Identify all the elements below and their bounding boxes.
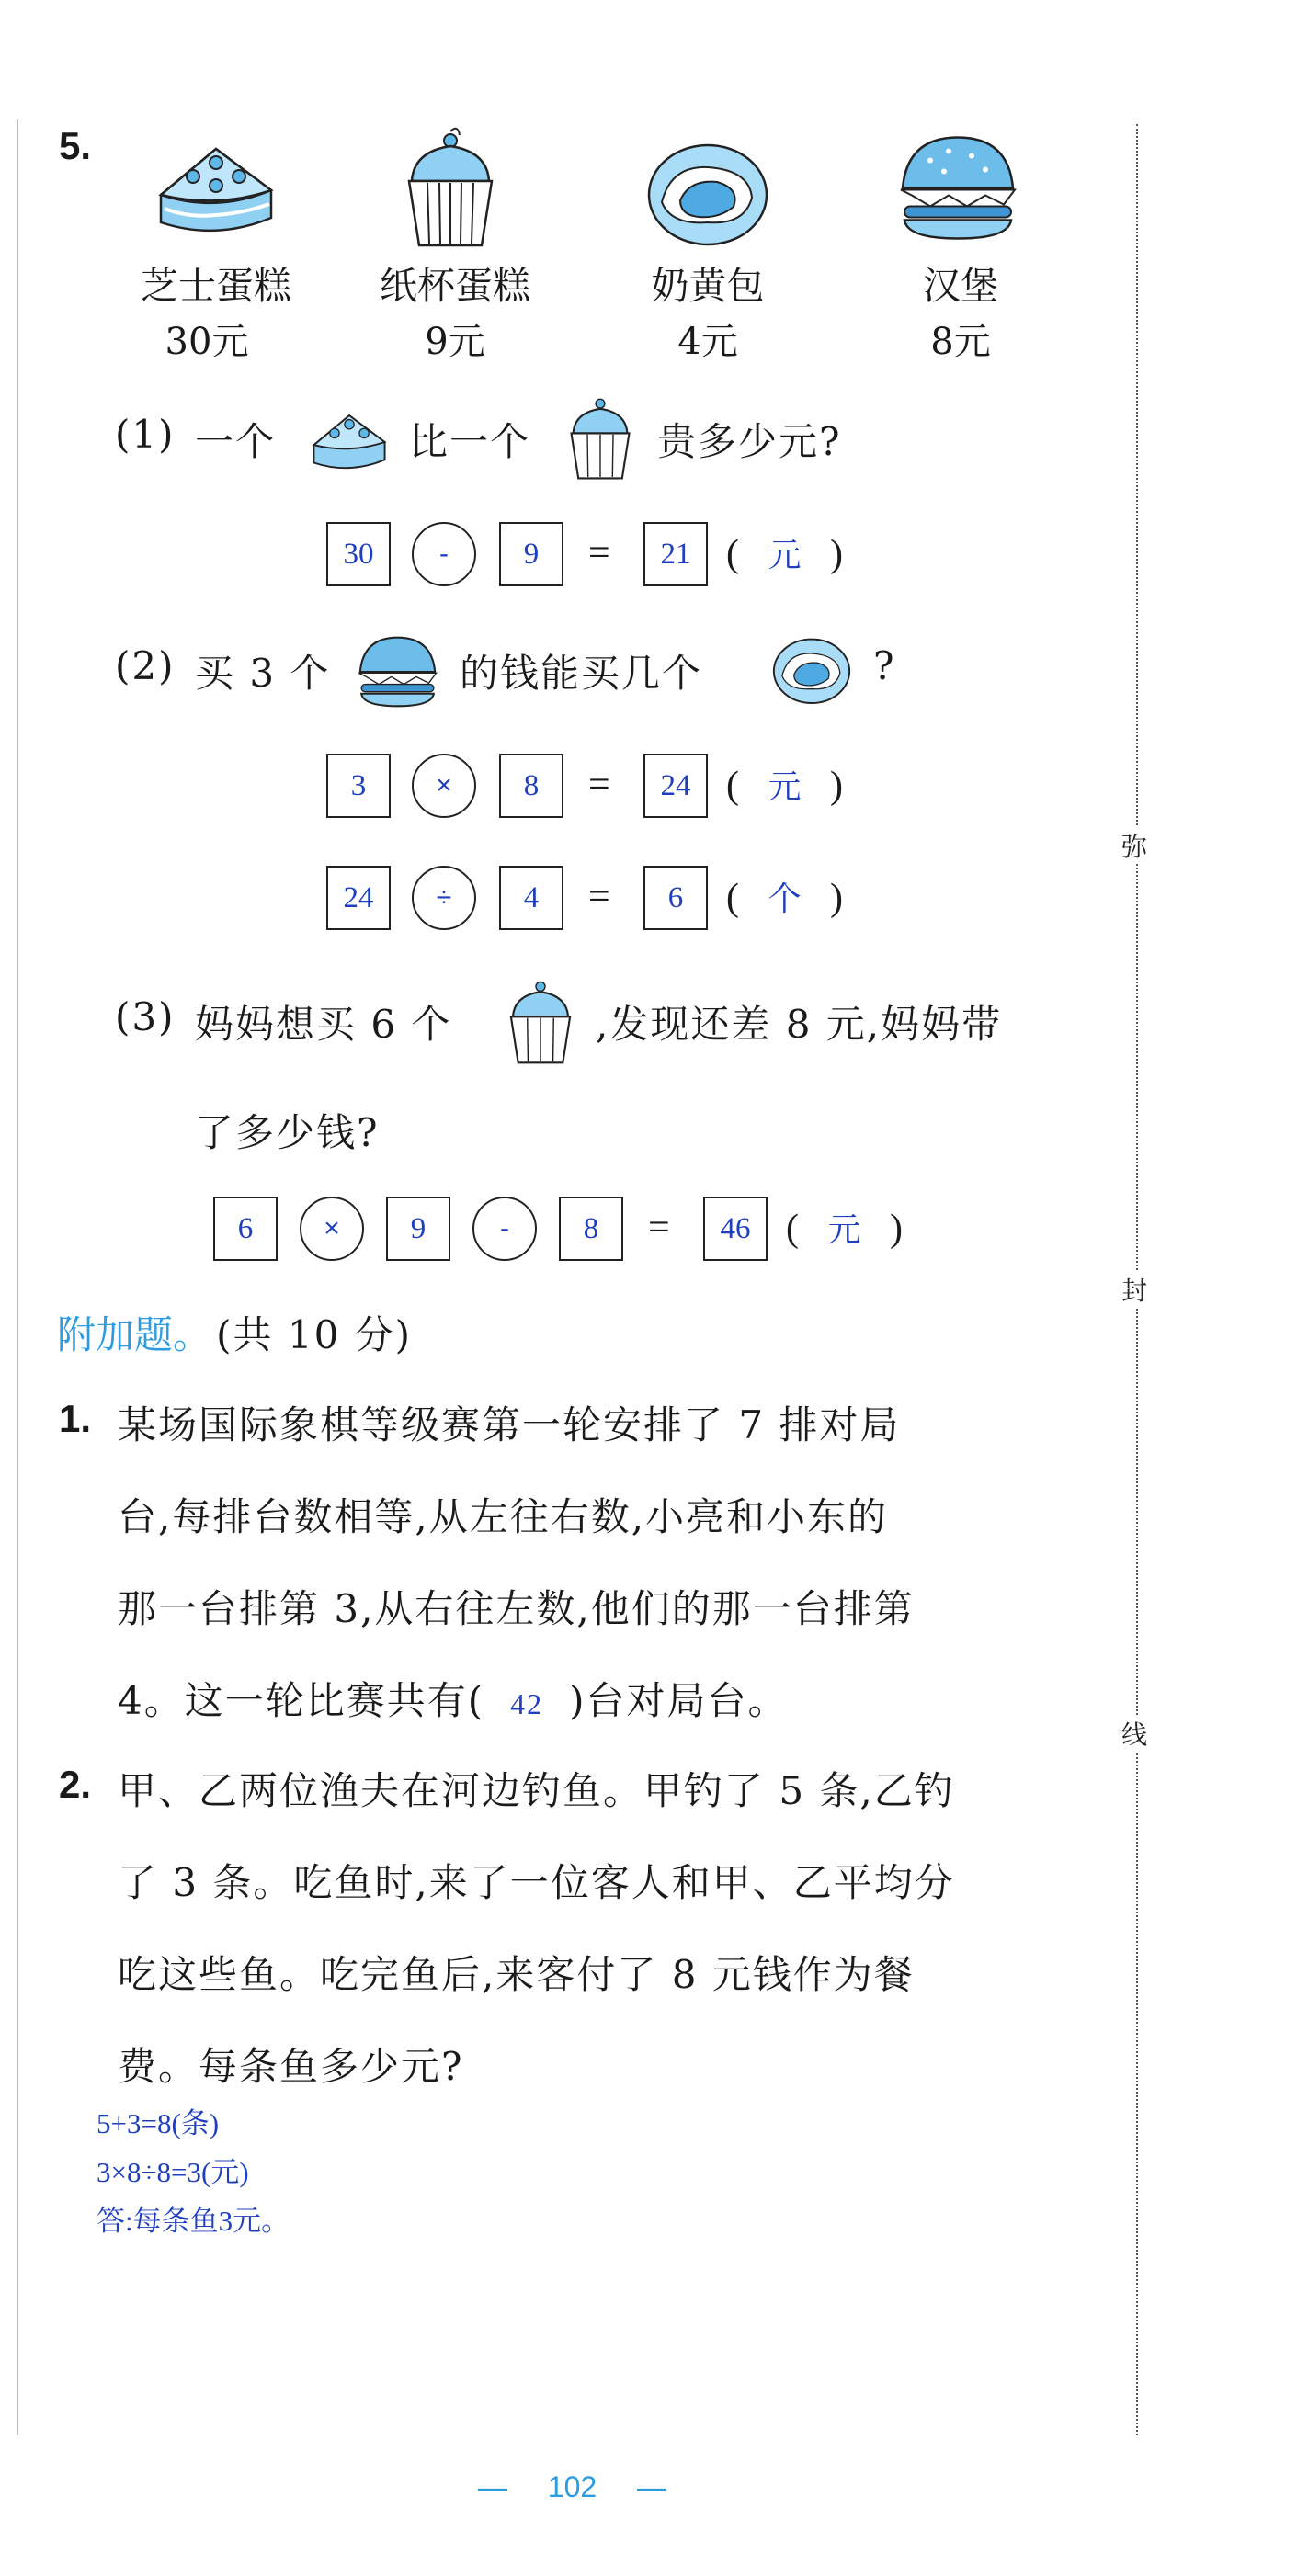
q1-eq-operator: - bbox=[412, 522, 476, 586]
q2-eq1-box-a: 3 bbox=[326, 754, 391, 818]
question-number: 5. bbox=[59, 124, 92, 167]
bonus-p2-line1: 甲、乙两位渔夫在河边钓鱼。甲钓了 5 条,乙钓 bbox=[118, 1768, 955, 1813]
q3-unit-text: 元 bbox=[827, 1211, 861, 1249]
bonus-p2-work-line1: 5+3=8(条) bbox=[97, 2107, 220, 2139]
q3-eq-box-c: 8 bbox=[559, 1197, 623, 1261]
bonus-p1-line4-b: )台对局台。 bbox=[569, 1678, 789, 1723]
q3-eq-result: 46 bbox=[703, 1197, 768, 1261]
cheesecake-icon bbox=[308, 409, 391, 475]
q2-eq2-operator: ÷ bbox=[412, 866, 476, 930]
bonus-title-dot: 。 bbox=[173, 1312, 212, 1357]
item-price-cheesecake: 30元 bbox=[165, 321, 249, 363]
q3-eq-operator-1: × bbox=[300, 1197, 364, 1261]
q2-text-c: ? bbox=[873, 643, 896, 688]
q1-eq-box-b: 9 bbox=[499, 522, 563, 586]
burger-icon bbox=[893, 131, 1022, 245]
q2-eq2-result: 6 bbox=[643, 866, 708, 930]
page-number: 102 bbox=[547, 2470, 597, 2503]
q2-eq1-box-b: 8 bbox=[499, 754, 563, 818]
q2-eq2-unit: ( 个 ) bbox=[726, 877, 844, 919]
cheesecake-icon bbox=[152, 136, 280, 244]
footer-dash-right: — bbox=[636, 2470, 666, 2503]
q3-eq-equals: = bbox=[648, 1207, 670, 1249]
q2-eq1-result: 24 bbox=[643, 754, 708, 818]
q2-text-b: 的钱能买几个 bbox=[460, 651, 703, 696]
left-margin-line bbox=[17, 119, 18, 2435]
bonus-p1-line4-a: 4。这一轮比赛共有( bbox=[118, 1678, 485, 1723]
q2-eq1-unit: ( 元 ) bbox=[726, 765, 844, 807]
q1-eq-equals: = bbox=[588, 532, 610, 574]
custard-bun-icon bbox=[770, 634, 853, 706]
q1-text-a: 一个 bbox=[195, 419, 277, 464]
bonus-p1-line4 bbox=[118, 1671, 789, 1726]
q3-eq-box-b: 9 bbox=[386, 1197, 450, 1261]
bonus-p2-line2: 了 3 条。吃鱼时,来了一位客人和甲、乙平均分 bbox=[118, 1860, 955, 1905]
custard-bun-icon bbox=[643, 138, 772, 248]
q1-text-b: 比一个 bbox=[409, 419, 531, 464]
q2-text-a: 买 3 个 bbox=[195, 651, 331, 696]
cupcake-icon bbox=[404, 124, 496, 253]
q3-label: (3) bbox=[115, 994, 176, 1039]
q2-eq1-unit-text: 元 bbox=[768, 768, 802, 806]
q1-unit-text: 元 bbox=[768, 537, 802, 574]
footer-dash-left: — bbox=[478, 2470, 507, 2503]
q1-text-c: 贵多少元? bbox=[657, 419, 842, 464]
page-footer bbox=[478, 2470, 666, 2504]
burger-icon bbox=[354, 634, 441, 709]
bonus-p1-line1: 某场国际象棋等级赛第一轮安排了 7 排对局 bbox=[118, 1402, 901, 1447]
bonus-title: 附加题 bbox=[57, 1312, 174, 1357]
bonus-p1-number: 1. bbox=[59, 1397, 92, 1440]
q2-eq2-box-a: 24 bbox=[326, 866, 391, 930]
item-name-cheesecake: 芝士蛋糕 bbox=[141, 264, 291, 308]
bonus-p1-line2: 台,每排台数相等,从左往右数,小亮和小东的 bbox=[118, 1494, 889, 1539]
q3-eq-operator-2: - bbox=[472, 1197, 537, 1261]
bonus-p2-work-line2: 3×8÷8=3(元) bbox=[97, 2156, 249, 2188]
bonus-p2-line4: 费。每条鱼多少元? bbox=[118, 2044, 464, 2089]
q2-eq2-equals: = bbox=[588, 876, 610, 918]
cupcake-icon bbox=[507, 976, 574, 1068]
bonus-p1-line3: 那一台排第 3,从右往左数,他们的那一台排第 bbox=[118, 1586, 915, 1631]
q2-eq2-unit-text: 个 bbox=[768, 880, 802, 918]
cupcake-icon bbox=[568, 393, 632, 483]
item-name-cupcake: 纸杯蛋糕 bbox=[380, 264, 530, 308]
q3-text-c: 了多少钱? bbox=[195, 1110, 380, 1155]
bonus-score: (共 10 分) bbox=[216, 1312, 413, 1357]
q3-eq-unit: ( 元 ) bbox=[786, 1208, 904, 1250]
bonus-p2-line3: 吃这些鱼。吃完鱼后,来客付了 8 元钱作为餐 bbox=[118, 1952, 915, 1997]
q3-eq-box-a: 6 bbox=[213, 1197, 278, 1261]
q1-eq-unit: ( 元 ) bbox=[726, 533, 844, 575]
q1-eq-result: 21 bbox=[643, 522, 708, 586]
bonus-heading bbox=[57, 1305, 412, 1360]
item-name-burger: 汉堡 bbox=[923, 264, 998, 308]
item-price-cupcake: 9元 bbox=[425, 321, 485, 363]
item-price-custard-bun: 4元 bbox=[677, 321, 738, 363]
q2-label: (2) bbox=[115, 643, 176, 688]
item-price-burger: 8元 bbox=[930, 321, 991, 363]
q2-eq2-box-b: 4 bbox=[499, 866, 563, 930]
bonus-p2-number: 2. bbox=[59, 1763, 92, 1806]
q2-eq1-operator: × bbox=[412, 754, 476, 818]
bonus-p1-answer: 42 bbox=[510, 1687, 544, 1720]
q3-text-a: 妈妈想买 6 个 bbox=[195, 1002, 452, 1047]
seal-char-feng: 封 bbox=[1121, 1271, 1147, 1308]
q2-eq1-equals: = bbox=[588, 764, 610, 806]
q3-text-b: ,发现还差 8 元,妈妈带 bbox=[596, 1002, 1003, 1047]
q1-eq-box-a: 30 bbox=[326, 522, 391, 586]
seal-char-mi: 弥 bbox=[1121, 827, 1147, 864]
bonus-p2-work-line3: 答:每条鱼3元。 bbox=[97, 2205, 290, 2237]
item-name-custard-bun: 奶黄包 bbox=[651, 264, 765, 308]
seal-char-xian: 线 bbox=[1121, 1715, 1147, 1752]
q1-label: (1) bbox=[115, 412, 176, 457]
